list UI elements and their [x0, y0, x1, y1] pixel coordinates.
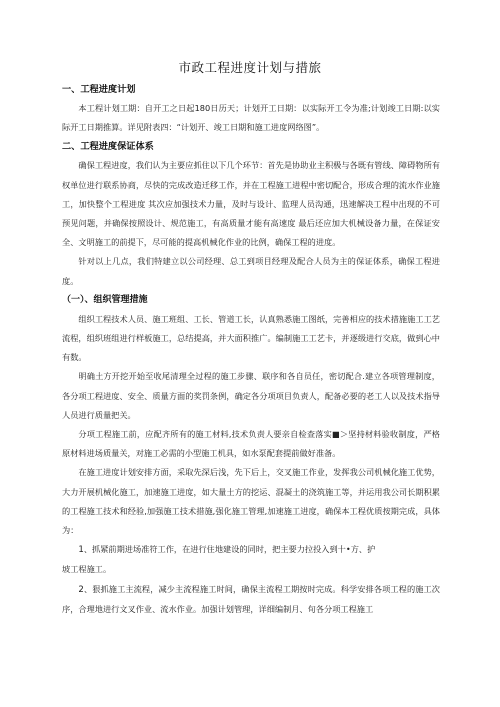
list-item-1 [62, 540, 440, 560]
paragraph-organization-1: 组织工程技术人员、施工班组、工长、管道工长，认真熟悉施工图纸，完善相应的技术措施施工工艺流程，组织班组进行样板施工，总结提高，并大面积推广。编制施工工艺卡，并逐级进行交底，做到心中有数。 [62, 313, 440, 363]
paragraph-guarantee-1: 确保工程进度，我们认为主要应抓住以下几个环节：首先是协助业主积极与各既有管线、障碍物所有权单位进行联系协商，尽快的完成改造迁移工作，并在工程施工进程中密切配合，形成合理的流水作业施工，加快整个工程进度 其次应加强技术力量，及时与设计、监理人员沟通，迅速解决工程中出现的不可预见问题，并确保按照设计、规范施工，有高质量才能有高速度 最后还应加大机械设备力量，在保证安全、文明施工的前提下，尽可能的提高机械化作业的比例，确保工程的进度。 [62, 160, 440, 248]
list-item-number: 2 [78, 584, 84, 595]
document-title: 市政工程进度计划与措旅 [178, 60, 322, 75]
subsection-heading-organization: （一）、组织管理措施 [62, 294, 148, 305]
paragraph-organization-4: 在施工进度计划安排方面，采取先深后浅，先下后上，交叉施工作业，发挥我公司机械化施工优势，大力开展机械化施工，加速施工进度，如大量土方的挖运、混凝土的浇筑施工等，并运用我公司长期积累的工程施工技术和经验,加强施工技术措施,强化施工管理,加速施工进度，确保本工程优质按期完成，具体为： [62, 467, 440, 536]
document-body [62, 80, 440, 619]
section-heading-guarantee-system: 二、工程进度保证体系 [62, 141, 154, 153]
list-item-text: 、狠抓施工主流程，减少主流程施工时间，确保主流程工期按时完成。科学安排各项工程的施工次序，合理地进行文叉作业、流水作业。加强计划管理，详细编制月、旬各分项工程施工 [62, 583, 440, 614]
list-item-1-continuation: 坡工程施工。 [62, 564, 112, 575]
section-heading-schedule: 一、工程进度计划 [62, 84, 136, 95]
list-item-2 [62, 580, 440, 619]
list-item-text: 、抓紧前期进场准符工作，在进行住地建设的同时，把主要力拉投入到十•方、护 [83, 544, 376, 555]
list-item-number: 1 [78, 545, 84, 556]
paragraph-organization-2: 明确土方开挖开始至收尾清理全过程的施工步骤、联序和各自员任，密切配合.建立各项管理制度，各分项工程进度、安全、质量方面的奖罚条例，确定各分项项目负责人，配备必要的老工人以及技术指导人员进行质量把关。 [62, 371, 440, 420]
paragraph-guarantee-2: 针对以上几点，我们特建立以公司经理、总工到项目经理及配合人员为主的保证体系，确保工程进度。 [62, 256, 440, 286]
paragraph-schedule: 本工程计划工期：自开工之日起180日历天；计划开工日期：以实际开工令为准;计划竣工日期:以实际开工日期推算。详见附表四：“计划开、竣工日期和施工进度网络图”。 [62, 103, 440, 133]
paragraph-organization-3: 分项工程施工前，应配齐所有的施工材料,技术负责人要亲自检查落实■＞坚持材料验收制度，严格原材料进场质量关，对施工必需的小型施工机具，如水泵配套提前做好准备。 [62, 429, 440, 459]
